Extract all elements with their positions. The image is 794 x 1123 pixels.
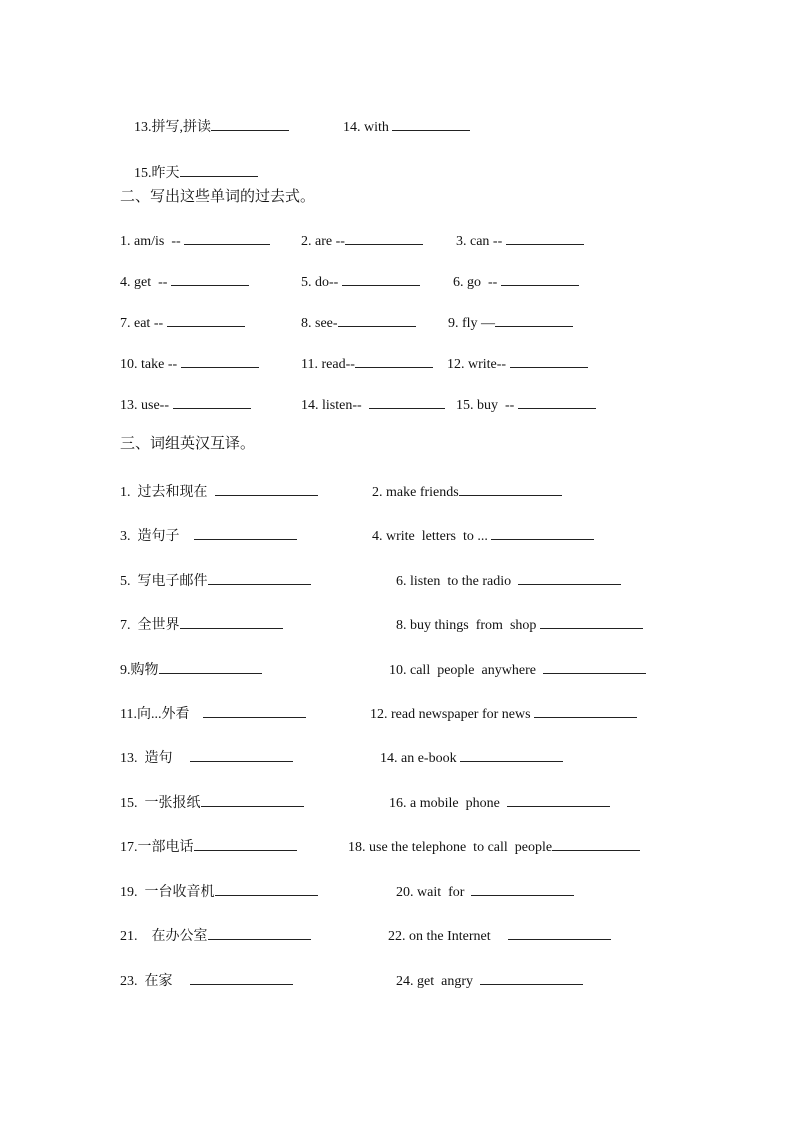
exercise-item [120,703,306,725]
exercise-item [389,792,610,814]
exercise-item [120,925,311,947]
answer-blank[interactable] [392,116,470,131]
item-label: 5. 写电子邮件 [120,574,208,589]
answer-blank[interactable] [501,271,579,286]
exercise-row [0,659,794,683]
answer-blank[interactable] [518,394,596,409]
item-label: 15. 一张报纸 [120,796,201,811]
item-label: 5. do-- [301,275,342,290]
exercise-row [0,703,794,727]
item-label: 20. wait for [396,885,472,900]
item-label: 15.昨天 [134,166,180,181]
answer-blank[interactable] [540,614,643,629]
exercise-item [120,659,262,681]
exercise-row [0,836,794,860]
item-label: 22. on the Internet [388,929,509,944]
exercise-row [0,925,794,949]
exercise-item [120,312,245,334]
item-label: 4. write letters to ... [372,529,492,544]
exercise-item [396,614,643,636]
exercise-item [396,570,621,592]
answer-blank[interactable] [173,394,251,409]
answer-blank[interactable] [180,162,258,177]
answer-blank[interactable] [208,925,311,940]
exercise-row [0,570,794,594]
answer-blank[interactable] [338,312,416,327]
item-label: 10. call people anywhere [389,663,543,678]
item-label: 1. am/is -- [120,234,185,249]
answer-blank[interactable] [480,970,583,985]
section-heading: 二、写出这些单词的过去式。 [120,187,316,205]
item-label: 9. fly — [448,316,496,331]
answer-blank[interactable] [369,394,445,409]
answer-blank[interactable] [208,570,311,585]
item-label: 15. buy -- [456,398,518,413]
item-label: 4. get -- [120,275,171,290]
exercise-row [0,230,794,254]
answer-blank[interactable] [159,659,262,674]
answer-blank[interactable] [552,836,640,851]
exercise-item [372,525,594,547]
exercise-item [120,525,297,547]
item-label: 19. 一台收音机 [120,885,215,900]
exercise-item [120,970,293,992]
exercise-item [388,925,611,947]
exercise-item [396,970,583,992]
answer-blank[interactable] [203,703,306,718]
answer-blank[interactable] [491,525,594,540]
exercise-row [0,312,794,336]
exercise-item [396,881,574,903]
exercise-row [0,394,794,418]
answer-blank[interactable] [506,230,584,245]
answer-blank[interactable] [342,271,420,286]
answer-blank[interactable] [459,481,562,496]
item-label: 16. a mobile phone [389,796,507,811]
item-label: 24. get angry [396,974,480,989]
item-label: 11.向...外看 [120,707,204,722]
answer-blank[interactable] [194,836,297,851]
answer-blank[interactable] [181,353,259,368]
answer-blank[interactable] [543,659,646,674]
answer-blank[interactable] [201,792,304,807]
answer-blank[interactable] [507,792,610,807]
item-label: 10. take -- [120,357,181,372]
exercise-item [120,271,249,293]
item-label: 8. buy things from shop [396,618,540,633]
item-label: 8. see- [301,316,338,331]
exercise-item [301,353,433,375]
item-label: 7. 全世界 [120,618,180,633]
item-label: 14. an e-book [380,751,461,766]
exercise-item [120,881,318,903]
exercise-item [448,312,573,334]
exercise-item [120,230,270,252]
exercise-row [0,525,794,549]
exercise-item [120,614,283,636]
item-label: 23. 在家 [120,974,190,989]
exercise-item [301,394,445,416]
item-label: 6. listen to the radio [396,574,519,589]
exercise-item [120,353,259,375]
answer-blank[interactable] [534,703,637,718]
answer-blank[interactable] [180,614,283,629]
exercise-item [389,659,646,681]
exercise-item [120,747,293,769]
item-label: 13. use-- [120,398,173,413]
item-label: 18. use the telephone to call people [348,840,553,855]
item-label: 14. listen-- [301,398,369,413]
item-label: 1. 过去和现在 [120,485,215,500]
answer-blank[interactable] [211,116,289,131]
item-label: 3. can -- [456,234,506,249]
exercise-item [120,394,251,416]
answer-blank[interactable] [190,970,293,985]
item-label: 9.购物 [120,663,159,678]
item-label: 2. are -- [301,234,345,249]
exercise-row [0,792,794,816]
exercise-row [0,881,794,905]
item-label: 6. go -- [453,275,501,290]
exercise-item [447,353,588,375]
answer-blank[interactable] [460,747,563,762]
answer-blank[interactable] [184,230,270,245]
answer-blank[interactable] [508,925,611,940]
exercise-item [372,481,562,503]
exercise-row [0,271,794,295]
answer-blank[interactable] [355,353,433,368]
exercise-item [301,312,416,334]
exercise-item [120,570,311,592]
exercise-row [0,970,794,994]
item-label: 7. eat -- [120,316,167,331]
answer-blank[interactable] [215,481,318,496]
answer-blank[interactable] [190,747,293,762]
answer-blank[interactable] [171,271,249,286]
exercise-item [453,271,579,293]
exercise-item [348,836,640,858]
item-label: 13.拼写,拼读 [134,120,211,135]
answer-blank[interactable] [167,312,245,327]
exercise-item [120,792,304,814]
item-label: 3. 造句子 [120,529,194,544]
item-label: 11. read-- [301,357,355,372]
exercise-item [301,271,420,293]
exercise-item [456,394,596,416]
item-label: 2. make friends [372,485,459,500]
exercise-item [120,481,318,503]
item-label: 21. 在办公室 [120,929,208,944]
item-label: 12. read newspaper for news [370,707,535,722]
exercise-item [120,836,297,858]
exercise-row [0,747,794,771]
exercise-row [0,96,794,135]
answer-blank[interactable] [518,570,621,585]
item-label: 13. 造句 [120,751,190,766]
answer-blank[interactable] [194,525,297,540]
answer-blank[interactable] [215,881,318,896]
answer-blank[interactable] [495,312,573,327]
exercise-row [0,353,794,377]
exercise-item [370,703,637,725]
exercise-row [0,481,794,505]
exercise-row [0,142,794,181]
exercise-item [301,230,423,252]
item-label: 12. write-- [447,357,510,372]
item-label: 14. with [343,120,393,135]
answer-blank[interactable] [345,230,423,245]
answer-blank[interactable] [510,353,588,368]
section-heading: 三、词组英汉互译。 [120,434,256,452]
exercise-row [0,614,794,638]
exercise-item [456,230,584,252]
answer-blank[interactable] [471,881,574,896]
exercise-item [380,747,563,769]
item-label: 17.一部电话 [120,840,194,855]
